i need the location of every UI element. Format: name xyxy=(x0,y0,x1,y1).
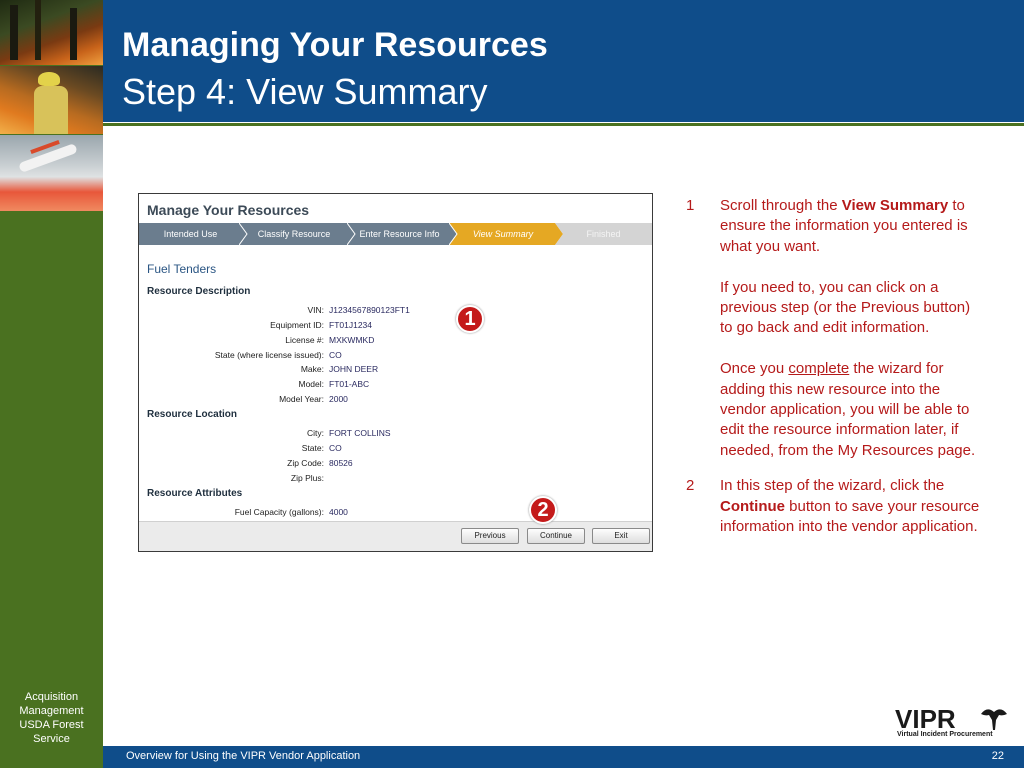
org-caption xyxy=(0,690,103,746)
page-title: Managing Your Resources xyxy=(122,26,548,64)
instruction-number: 2 xyxy=(686,477,695,495)
field-row xyxy=(139,304,652,316)
instruction-text: In this step of the wizard, click the xyxy=(720,477,945,495)
wizard-step-enter-resource-info[interactable] xyxy=(347,223,452,245)
field-value: MXKWMKD xyxy=(329,335,375,345)
section-resource-location: Resource Location xyxy=(147,409,238,420)
instruction-item-2 xyxy=(686,476,986,537)
caption-line: USDA Forest xyxy=(19,719,84,731)
field-label: Make: xyxy=(300,364,324,374)
instruction-item-1 xyxy=(686,196,986,461)
field-value: CO xyxy=(329,350,342,360)
field-row xyxy=(139,334,652,346)
field-label: State (where license issued): xyxy=(214,350,324,360)
instructions xyxy=(686,196,986,537)
air-tanker-photo xyxy=(0,135,103,211)
instruction-number: 1 xyxy=(686,197,695,214)
field-row xyxy=(139,457,652,469)
wizard-step-label: View Summary xyxy=(472,229,534,239)
field-value: 80526 xyxy=(329,458,353,468)
sidebar xyxy=(0,0,103,768)
field-label: Model: xyxy=(298,379,324,389)
wizard-step-finished xyxy=(555,223,652,245)
page-subtitle: Step 4: View Summary xyxy=(122,71,488,112)
firefighter-photo xyxy=(0,66,103,134)
field-label: Zip Code: xyxy=(287,458,324,468)
caption-line: Service xyxy=(33,733,70,745)
caption-line: Acquisition xyxy=(24,691,79,703)
vipr-logo xyxy=(895,704,1013,740)
field-value: FT01-ABC xyxy=(329,379,370,389)
section-resource-description: Resource Description xyxy=(147,286,251,297)
field-label: City: xyxy=(307,428,324,438)
field-row xyxy=(139,349,652,361)
header-divider xyxy=(103,123,1024,126)
field-row xyxy=(139,319,652,331)
instruction-emphasis: View Summary xyxy=(841,197,949,214)
app-title: Manage Your Resources xyxy=(147,202,310,218)
field-value: FT01J1234 xyxy=(329,320,372,330)
wizard-step-label: Intended Use xyxy=(163,229,218,239)
field-label: Equipment ID: xyxy=(270,320,324,330)
field-row xyxy=(139,506,652,518)
field-value: FORT COLLINS xyxy=(329,428,391,438)
field-label: License #: xyxy=(285,335,324,345)
field-label: Zip Plus: xyxy=(290,473,324,483)
field-row xyxy=(139,378,652,390)
instruction-text: button to save your resource information into the vendor application. xyxy=(720,497,980,536)
page-number: 22 xyxy=(991,750,1004,762)
panel-title: Fuel Tenders xyxy=(147,262,217,276)
field-row xyxy=(139,393,652,405)
field-label: Model Year: xyxy=(279,394,324,404)
field-row xyxy=(139,427,652,439)
exit-button[interactable]: Exit xyxy=(592,528,650,544)
instruction-paragraph xyxy=(720,476,986,537)
logo-subtitle: Virtual Incident Procurement xyxy=(897,731,993,738)
app-screenshot xyxy=(138,193,653,552)
button-bar xyxy=(139,521,652,551)
field-label: VIN: xyxy=(307,305,324,315)
logo-wordmark: VIPR xyxy=(895,704,956,734)
wizard-step-classify-resource[interactable] xyxy=(239,223,349,245)
instruction-underline: complete xyxy=(788,360,850,378)
wizard-step-label: Enter Resource Info xyxy=(359,229,440,239)
continue-button[interactable]: Continue xyxy=(527,528,585,544)
wildfire-photo xyxy=(0,0,103,65)
footer-title: Overview for Using the VIPR Vendor Application xyxy=(126,750,361,762)
field-row xyxy=(139,472,652,484)
callout-1: 1 xyxy=(456,305,484,333)
wizard-step-label: Finished xyxy=(586,229,621,239)
instruction-text: Scroll through the xyxy=(720,197,842,214)
section-resource-attributes: Resource Attributes xyxy=(147,488,243,499)
field-row xyxy=(139,442,652,454)
instruction-paragraph xyxy=(720,359,986,461)
instruction-emphasis: Continue xyxy=(720,497,785,515)
previous-button[interactable]: Previous xyxy=(461,528,519,544)
instruction-text: Once you xyxy=(720,360,789,378)
wizard-step-label: Classify Resource xyxy=(257,229,331,239)
field-value: J1234567890123FT1 xyxy=(329,305,410,315)
footer-bar xyxy=(103,746,1024,768)
field-row xyxy=(139,363,652,375)
wizard-steps xyxy=(139,223,652,245)
instruction-text: the wizard for adding this new resource into the vendor application, you will be able to edit the resource information later, if needed, from the My Resources page. xyxy=(720,360,976,459)
instruction-paragraph: If you need to, you can click on a previous step (or the Previous button) to go back and edit information. xyxy=(720,278,971,337)
instruction-text: to ensure the information you entered is what you want. xyxy=(720,197,968,255)
field-label: State: xyxy=(301,443,324,453)
field-value: 2000 xyxy=(329,394,348,404)
callout-2: 2 xyxy=(529,496,557,524)
wizard-step-view-summary[interactable] xyxy=(449,223,557,245)
field-value: JOHN DEER xyxy=(329,364,379,374)
field-label: Fuel Capacity (gallons): xyxy=(234,507,324,517)
caption-line: Management xyxy=(19,705,84,717)
instruction-paragraph xyxy=(720,196,986,257)
wizard-step-intended-use[interactable] xyxy=(139,223,242,245)
field-value: CO xyxy=(329,443,342,453)
field-value: 4000 xyxy=(329,507,348,517)
tree-icon xyxy=(979,706,1009,732)
